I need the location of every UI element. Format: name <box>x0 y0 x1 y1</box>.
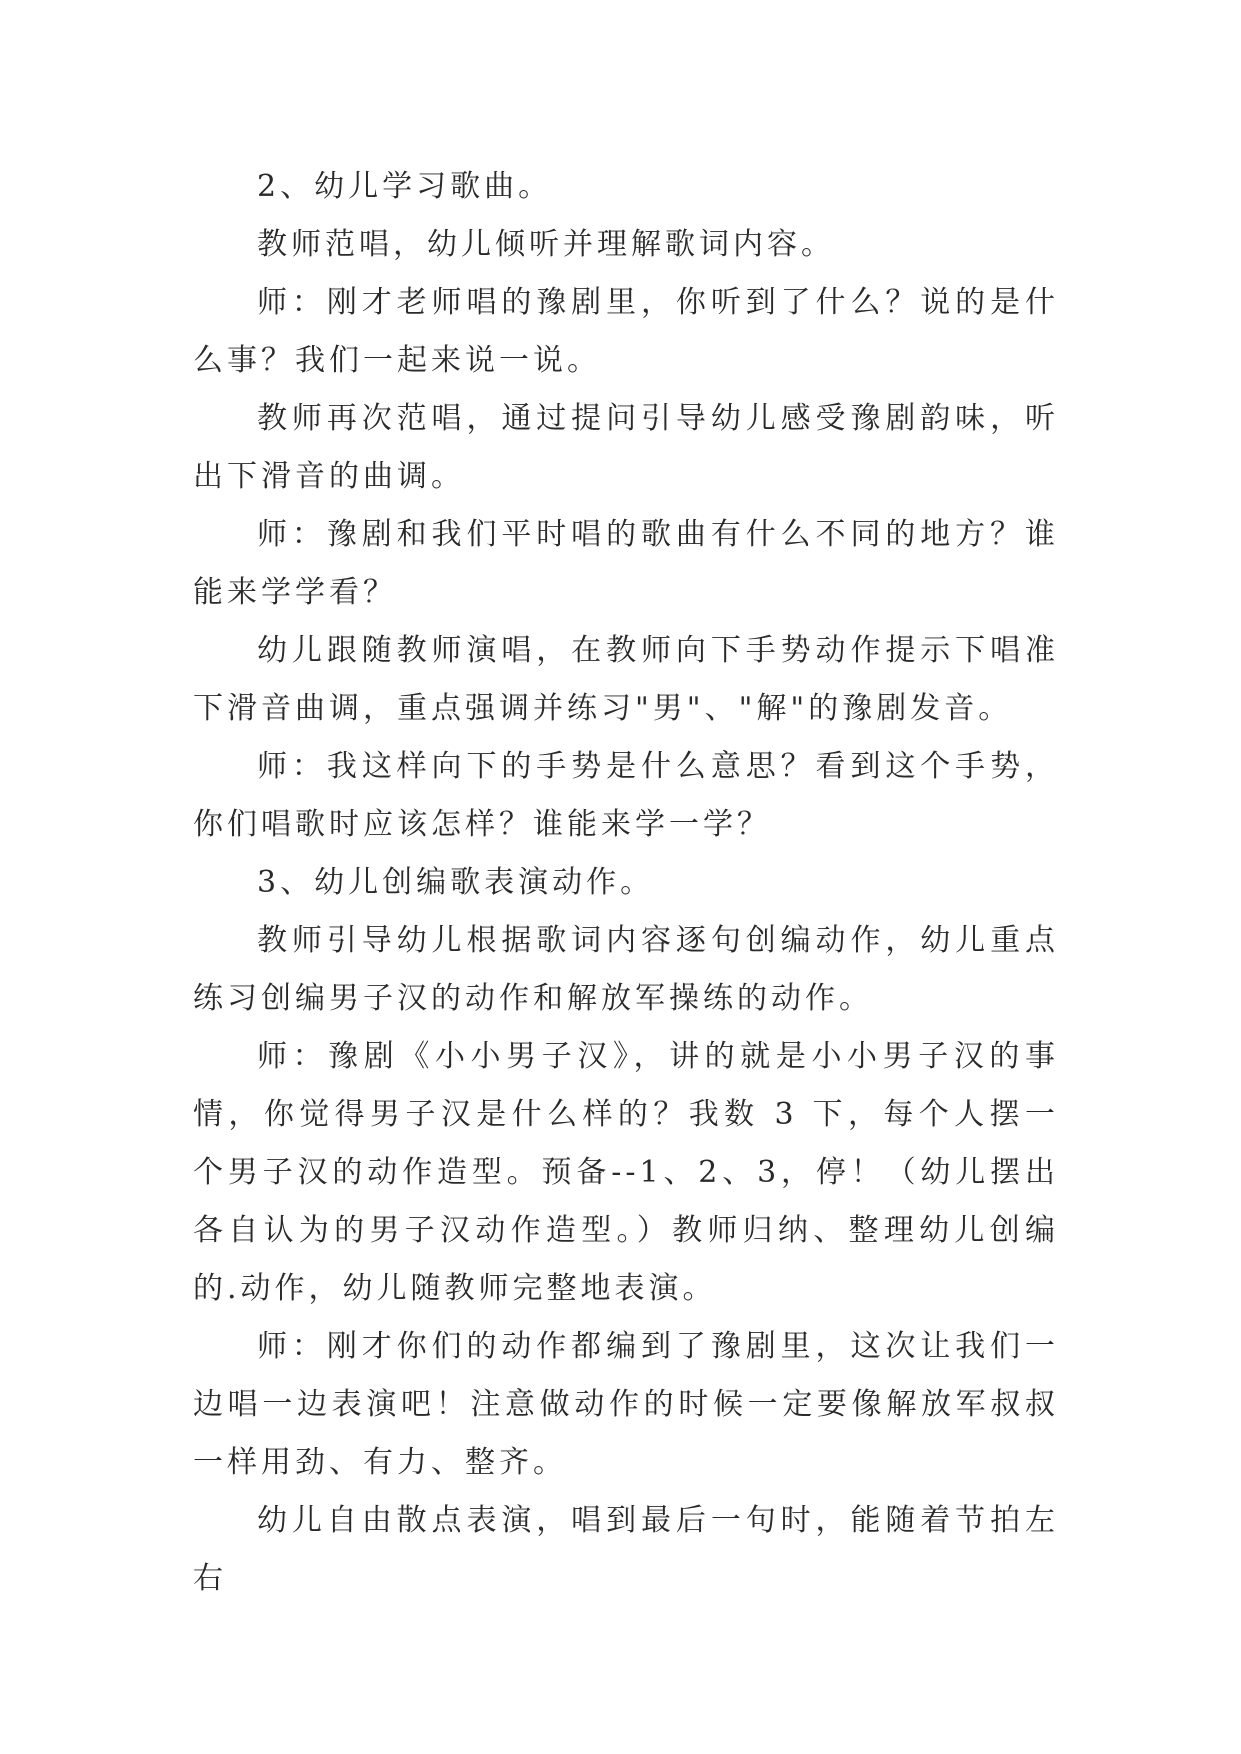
document-body <box>193 158 1059 1608</box>
paragraph: 师：豫剧和我们平时唱的歌曲有什么不同的地方？谁能来学学看？ <box>193 517 1059 610</box>
paragraph: 幼儿跟随教师演唱，在教师向下手势动作提示下唱准下滑音曲调，重点强调并练习"男"、"解"的豫剧发音。 <box>193 633 1059 726</box>
paragraph: 教师引导幼儿根据歌词内容逐句创编动作，幼儿重点练习创编男子汉的动作和解放军操练的动作。 <box>193 923 1059 1016</box>
paragraph: 师：刚才你们的动作都编到了豫剧里，这次让我们一边唱一边表演吧！注意做动作的时候一定要像解放军叔叔一样用劲、有力、整齐。 <box>193 1329 1059 1480</box>
paragraph: 2、幼儿学习歌曲。 <box>257 169 553 204</box>
paragraph: 师：我这样向下的手势是什么意思？看到这个手势，你们唱歌时应该怎样？谁能来学一学？ <box>193 749 1059 842</box>
paragraph: 师：豫剧《小小男子汉》，讲的就是小小男子汉的事情，你觉得男子汉是什么样的？我数 3 下，每个人摆一个男子汉的动作造型。预备--1、2、3，停！（幼儿摆出各自认为的男子汉动作造型。）教师归纳、整理幼儿创编的.动作，幼儿随教师完整地表演。 <box>193 1039 1059 1306</box>
paragraph: 3、幼儿创编歌表演动作。 <box>257 865 655 900</box>
paragraph: 教师再次范唱，通过提问引导幼儿感受豫剧韵味，听出下滑音的曲调。 <box>193 401 1059 494</box>
paragraph: 幼儿自由散点表演，唱到最后一句时，能随着节拍左右 <box>193 1503 1059 1596</box>
paragraph: 教师范唱，幼儿倾听并理解歌词内容。 <box>257 227 835 262</box>
paragraph: 师：刚才老师唱的豫剧里，你听到了什么？说的是什么事？我们一起来说一说。 <box>193 285 1059 378</box>
